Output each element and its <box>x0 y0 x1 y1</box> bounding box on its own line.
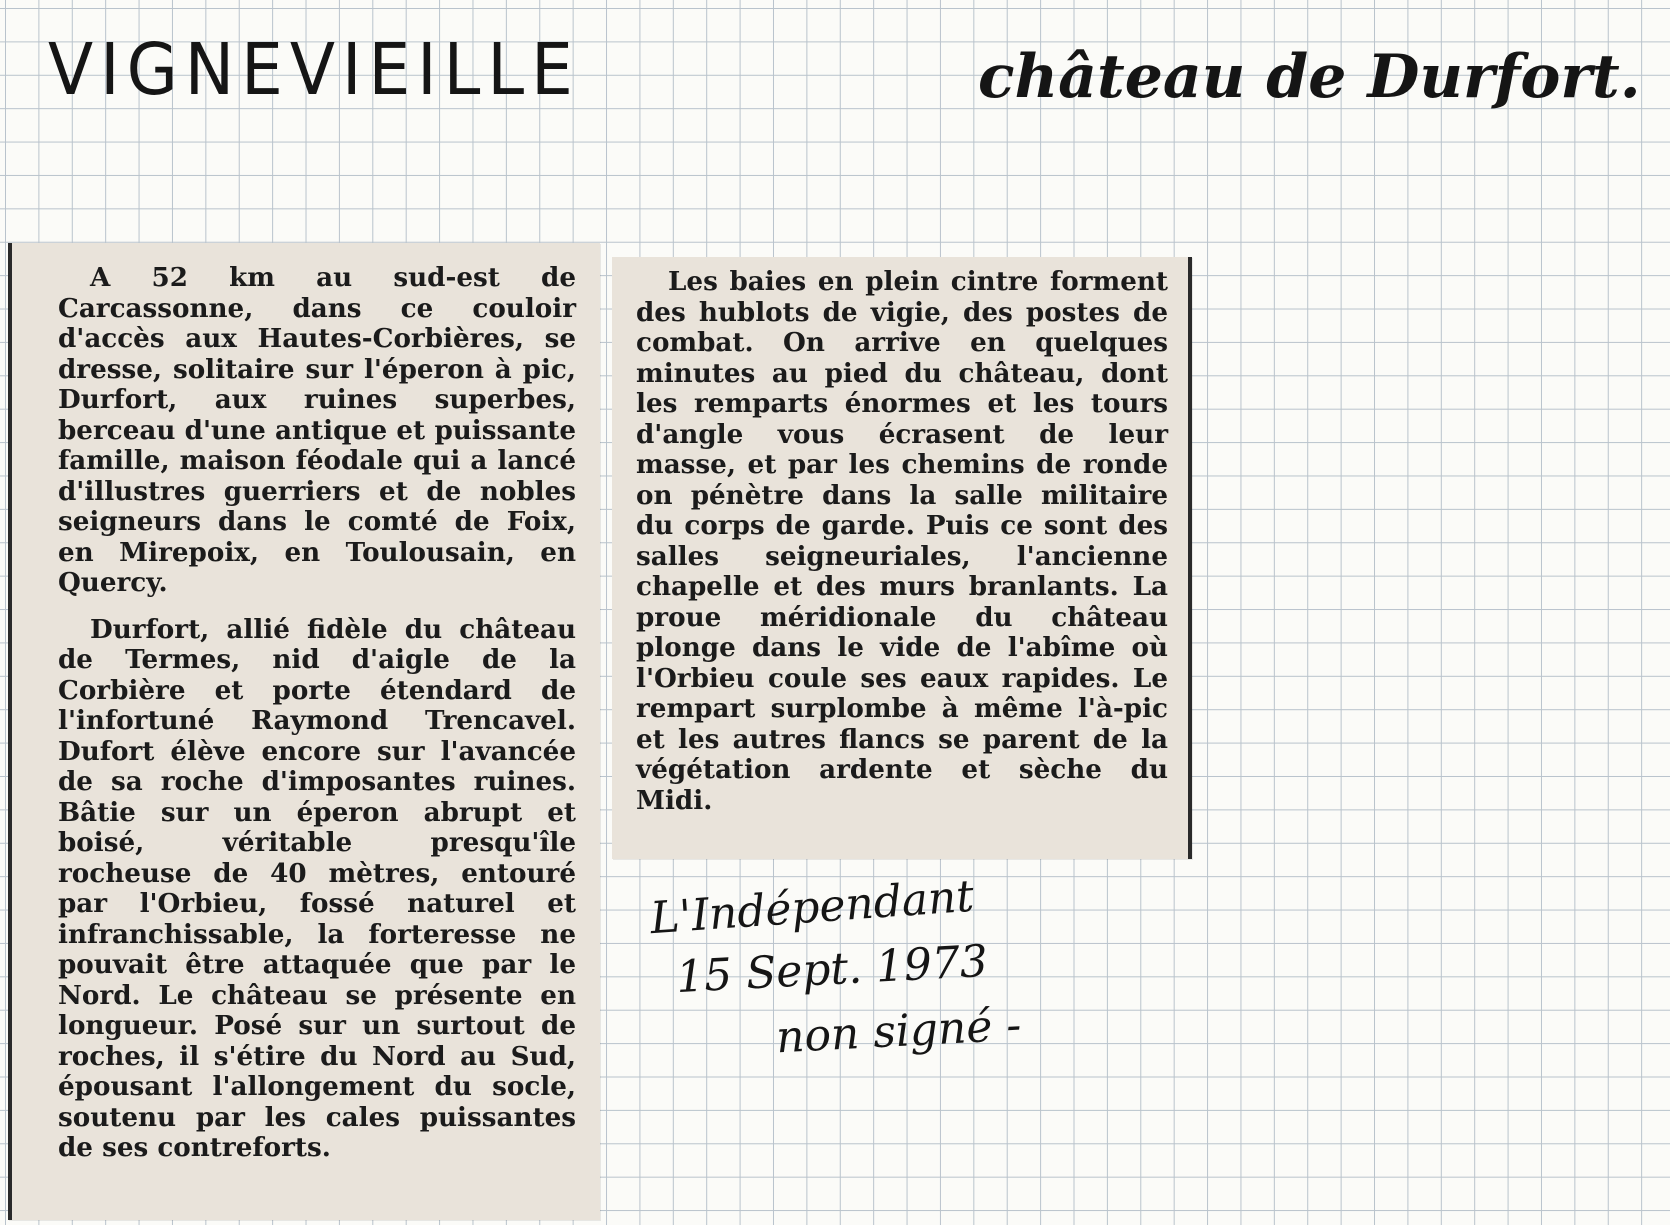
newspaper-clipping-right <box>612 257 1192 859</box>
article-paragraph-2: Durfort, allié fidèle du château de Termes, nid d'aigle de la Corbière et porte étendard de l'infortuné Raymond Trencavel. Dufort élève encore sur l'avancée de sa roche d'imposantes ruines. Bâtie sur un éperon abrupt et boisé, véritable presqu'île rocheuse de 40 mètres, entouré par l'Orbieu, fossé naturel et infranchissable, la forteresse ne pouvait être attaquée que par le Nord. Le château se présente en longueur. Posé sur un surtout de roches, il s'étire du Nord au Sud, épousant l'allongement du socle, soutenu par les cales puissantes de ses contreforts. <box>58 613 576 1163</box>
article-paragraph-3: Les baies en plein cintre forment des hublots de vigie, des postes de combat. On arrive en quelques minutes au pied du château, dont les remparts énormes et les tours d'angle vous écrasent de leur masse, et par les chemins de ronde on pénètre dans la salle militaire du corps de garde. Puis ce sont des salles seigneuriales, l'ancienne chapelle et des murs branlants. La proue méridionale du château plonge dans le vide de l'abîme où l'Orbieu coule ses eaux rapides. Le rempart surplombe à même l'à-pic et les autres flancs se parent de la végétation ardente et sèche du Midi. <box>636 266 1168 816</box>
newspaper-clipping-left <box>8 243 600 1220</box>
article-paragraph-1: A 52 km au sud-est de Carcassonne, dans ce couloir d'accès aux Hautes-Corbières, se dresse, solitaire sur l'éperon à pic, Durfort, aux ruines superbes, berceau d'une antique et puissante famille, maison féodale qui a lancé d'illustres guerriers et de nobles seigneurs dans le comté de Foix, en Mirepoix, en Toulousain, en Quercy. <box>58 262 576 598</box>
handwritten-source-date: 15 Sept. 1973 <box>674 935 990 1004</box>
handwritten-place-title: VIGNEVIEILLE <box>48 28 580 112</box>
handwritten-castle-title: château de Durfort. <box>978 42 1641 112</box>
handwritten-source-author: non signé - <box>774 999 1023 1064</box>
handwritten-source-newspaper: L'Indépendant <box>648 870 976 945</box>
